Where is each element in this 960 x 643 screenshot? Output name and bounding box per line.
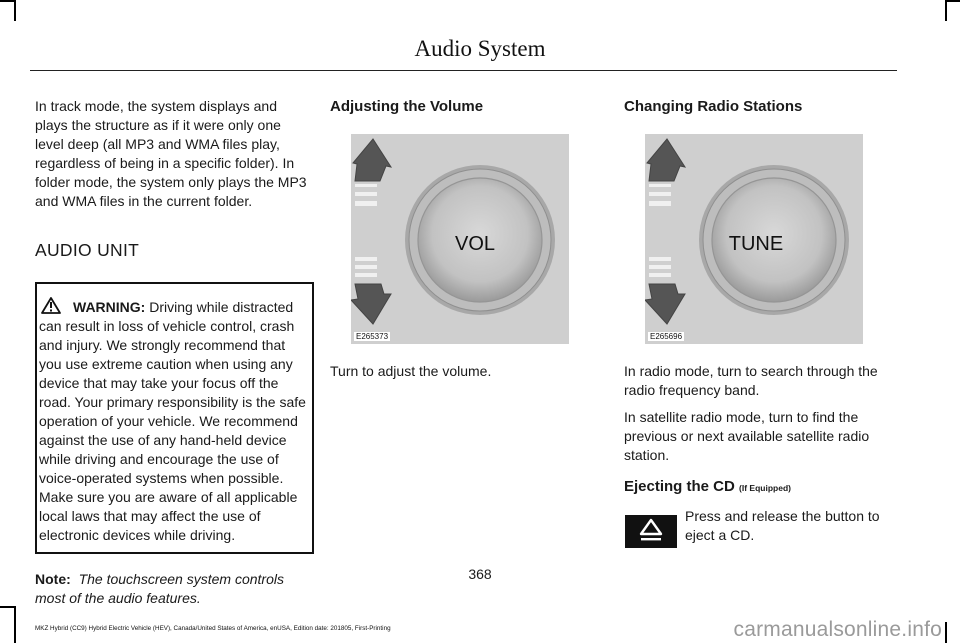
warning-paragraph [39, 296, 310, 545]
crop-mark [945, 622, 947, 643]
knob-label: TUNE [728, 233, 784, 255]
intro-paragraph: In track mode, the system displays and plays the structure as if it were only one level deep (all MP3 and WMA files play, regardless of being in a specific folder). In folder mode, the system only plays the MP3 and WMA files in the current folder. [35, 98, 307, 209]
volume-knob-illustration [351, 134, 569, 344]
warning-text: Driving while distracted can result in loss of vehicle control, crash and injury. We strongly recommend that you use extreme caution when using any device that may take your focus off the road. Your primary responsibility is the safe operation of your vehicle. We recommend against the use of any hand-held device while driving and encourage the use of voice-operated systems when possible. Make sure you are aware of all applicable local laws that may affect the use of electronic devices while driving. [39, 299, 306, 543]
section-heading: AUDIO UNIT [35, 240, 140, 260]
column-right [624, 97, 892, 549]
radio-mode-paragraph: In radio mode, turn to search through the radio frequency band. [624, 363, 878, 398]
knob-label: VOL [454, 233, 496, 255]
volume-caption: Turn to adjust the volume. [330, 363, 492, 379]
header-divider [30, 70, 897, 71]
satellite-mode-paragraph: In satellite radio mode, turn to find the previous or next available satellite radio station. [624, 409, 870, 463]
crop-mark [14, 606, 16, 643]
eject-heading-text: Ejecting the CD [624, 478, 735, 495]
page-number: 368 [468, 566, 492, 582]
crop-mark [0, 606, 14, 608]
note-text: The touchscreen system controls most of the audio features. [35, 571, 284, 606]
footer-edition: MKZ Hybrid (CC9) Hybrid Electric Vehicle (HEV), Canada/United States of America, enUSA, Edition date: 201805, First-Printing [35, 625, 391, 632]
eject-row [624, 509, 892, 549]
watermark: carmanualsonline.info [733, 618, 942, 641]
crop-mark [14, 0, 16, 21]
tune-heading: Changing Radio Stations [624, 98, 803, 115]
column-middle [330, 97, 575, 381]
image-code: E265373 [356, 332, 389, 341]
tune-knob-graphic [645, 134, 863, 344]
crop-mark [945, 0, 960, 2]
rotate-down-arrow-icon [645, 257, 685, 324]
crop-mark [945, 0, 947, 21]
eject-icon [625, 515, 677, 548]
rotate-up-arrow-icon [353, 139, 391, 206]
column-left [35, 97, 310, 608]
volume-knob-graphic [351, 134, 569, 344]
note-label: Note: [35, 571, 71, 587]
page-title: Audio System [414, 36, 546, 61]
warning-triangle-icon [39, 296, 71, 315]
warning-box [35, 282, 314, 554]
volume-heading: Adjusting the Volume [330, 98, 484, 115]
tune-knob-illustration [645, 134, 863, 344]
image-code: E265696 [650, 332, 683, 341]
crop-mark [0, 0, 14, 2]
eject-heading [624, 477, 892, 498]
eject-instruction: Press and release the button to eject a CD. [685, 508, 880, 543]
warning-label: WARNING: [73, 299, 146, 315]
if-equipped-label: (If Equipped) [739, 483, 791, 493]
rotate-down-arrow-icon [351, 257, 391, 324]
rotate-up-arrow-icon [647, 139, 685, 206]
